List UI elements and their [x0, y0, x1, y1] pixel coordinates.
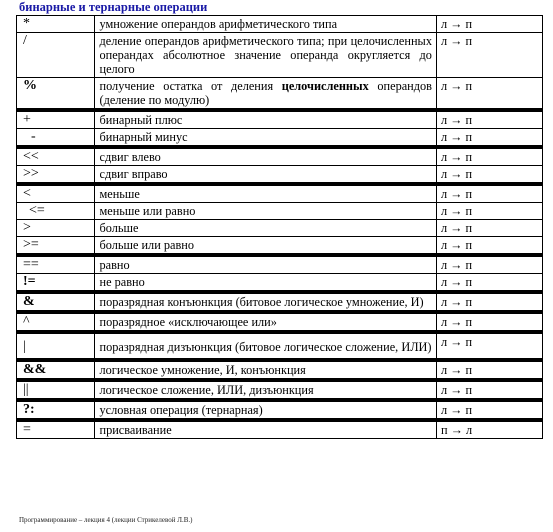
operator-cell: >=: [17, 237, 95, 256]
description-cell: меньше или равно: [95, 203, 436, 220]
description-cell: бинарный минус: [95, 129, 436, 148]
table-row: [17, 400, 543, 420]
table-row: [17, 184, 543, 203]
table-row: [17, 16, 543, 33]
operator-cell: ?:: [17, 400, 95, 420]
table-row: [17, 237, 543, 256]
operator-cell: %: [17, 78, 95, 111]
description-cell: больше: [95, 220, 436, 237]
associativity-cell: л → п: [436, 16, 542, 33]
operators-table: [16, 15, 543, 439]
operator-cell: >: [17, 220, 95, 237]
description-cell: условная операция (тернарная): [95, 400, 436, 420]
table-row: [17, 420, 543, 439]
table-row: [17, 203, 543, 220]
operator-cell: !=: [17, 274, 95, 293]
operator-cell: <: [17, 184, 95, 203]
operator-cell: ==: [17, 255, 95, 274]
associativity-cell: л → п: [436, 166, 542, 185]
description-cell: больше или равно: [95, 237, 436, 256]
description-cell: равно: [95, 255, 436, 274]
associativity-cell: л → п: [436, 255, 542, 274]
table-row: [17, 78, 543, 111]
description-cell: бинарный плюс: [95, 110, 436, 129]
operator-cell: <=: [17, 203, 95, 220]
associativity-cell: л → п: [436, 129, 542, 148]
associativity-cell: л → п: [436, 147, 542, 166]
operator-cell: &: [17, 292, 95, 312]
table-row: [17, 332, 543, 360]
description-cell: деление операндов арифметического типа; при целочисленных операндах абсолютное значение операнда округляется до целого: [95, 33, 436, 78]
table-row: [17, 312, 543, 332]
description-text: получение остатка от деления: [99, 79, 282, 93]
description-cell: сдвиг вправо: [95, 166, 436, 185]
operator-cell: |: [17, 332, 95, 360]
description-cell: сдвиг влево: [95, 147, 436, 166]
associativity-cell: л → п: [436, 184, 542, 203]
table-row: [17, 147, 543, 166]
table-row: [17, 360, 543, 380]
page-title: бинарные и тернарные операции: [19, 0, 208, 14]
associativity-cell: л → п: [436, 360, 542, 380]
table-row: [17, 220, 543, 237]
table-row: [17, 33, 543, 78]
associativity-cell: л → п: [436, 400, 542, 420]
description-cell: поразрядная дизъюнкция (битовое логическое сложение, ИЛИ): [95, 332, 436, 360]
operator-cell: /: [17, 33, 95, 78]
associativity-cell: л → п: [436, 110, 542, 129]
operator-cell: +: [17, 110, 95, 129]
page-footer: Программирование – лекция 4 (лекции Стрикелевой Л.В.): [19, 516, 193, 524]
associativity-cell: л → п: [436, 274, 542, 293]
associativity-cell: л → п: [436, 203, 542, 220]
table-row: [17, 274, 543, 293]
description-cell: поразрядная конъюнкция (битовое логическое умножение, И): [95, 292, 436, 312]
associativity-cell: л → п: [436, 220, 542, 237]
table-row: [17, 255, 543, 274]
description-cell: поразрядное «исключающее или»: [95, 312, 436, 332]
description-cell: не равно: [95, 274, 436, 293]
operator-cell: <<: [17, 147, 95, 166]
operator-cell: >>: [17, 166, 95, 185]
associativity-cell: л → п: [436, 380, 542, 400]
description-cell: [95, 78, 436, 111]
description-emphasis: целочисленных: [281, 79, 369, 93]
associativity-cell: л → п: [436, 292, 542, 312]
associativity-cell: л → п: [436, 312, 542, 332]
associativity-cell: л → п: [436, 237, 542, 256]
operator-cell: *: [17, 16, 95, 33]
associativity-cell: л → п: [436, 332, 542, 360]
description-cell: меньше: [95, 184, 436, 203]
description-cell: присваивание: [95, 420, 436, 439]
operator-cell: ^: [17, 312, 95, 332]
table-row: [17, 166, 543, 185]
operator-cell: =: [17, 420, 95, 439]
operator-cell: -: [17, 129, 95, 148]
table-row: [17, 129, 543, 148]
table-row: [17, 110, 543, 129]
associativity-cell: л → п: [436, 33, 542, 78]
associativity-cell: л → п: [436, 78, 542, 111]
description-cell: логическое сложение, ИЛИ, дизъюнкция: [95, 380, 436, 400]
operator-cell: ||: [17, 380, 95, 400]
operator-cell: &&: [17, 360, 95, 380]
table-row: [17, 380, 543, 400]
description-cell: логическое умножение, И, конъюнкция: [95, 360, 436, 380]
table-row: [17, 292, 543, 312]
associativity-cell: п → л: [436, 420, 542, 439]
description-text: операндов (деление по модулю): [99, 79, 432, 107]
description-cell: умножение операндов арифметического типа: [95, 16, 436, 33]
